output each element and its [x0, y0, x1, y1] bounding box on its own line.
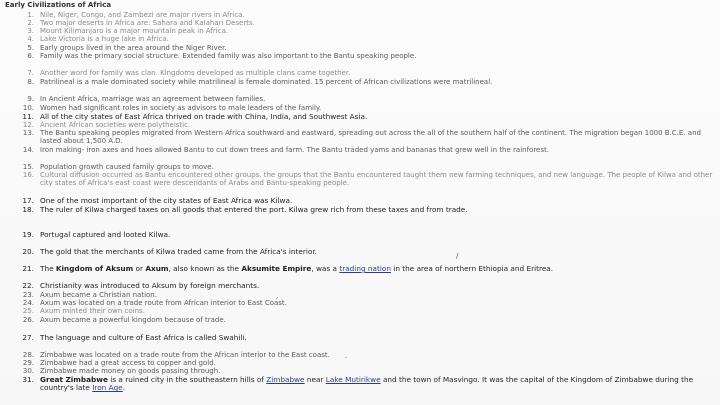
item-text: [28, 95, 714, 103]
item-number: 20.: [22, 247, 34, 256]
stray-mark: /: [456, 252, 459, 260]
bold-term: Aksumite Empire: [241, 264, 312, 273]
text-run: is a ruined city in the southeastern hills of: [107, 375, 267, 384]
stray-mark: ,: [276, 292, 279, 300]
item-text: [28, 163, 714, 171]
item-number: 11.: [22, 112, 34, 121]
item-text: [28, 299, 714, 307]
stray-mark: .: [345, 352, 348, 360]
item-number: 18.: [22, 205, 34, 214]
item-text: [28, 197, 714, 205]
text-run: Zimbabwe made money on goods passing through.: [40, 367, 221, 375]
text-run: near: [304, 375, 326, 384]
item-text: [28, 206, 714, 214]
list-item: [22, 129, 714, 146]
item-number: 16.: [22, 171, 34, 179]
item-number: 12.: [22, 121, 34, 129]
item-number: 25.: [22, 307, 34, 315]
list-item: [22, 171, 714, 188]
item-number: 26.: [22, 316, 34, 324]
text-run: in the area of northern Ethiopia and Eritrea.: [390, 264, 554, 273]
text-run: Iron making- iron axes and hoes allowed Bantu to cut down trees and farm. The Bantu traded yams and bananas that grew well in the rainforest.: [40, 146, 549, 154]
list-item: [22, 104, 714, 112]
item-text: [28, 44, 714, 52]
linked-term: trading nation: [339, 264, 391, 273]
item-text: [28, 52, 714, 60]
text-run: Portugal captured and looted Kilwa.: [40, 230, 171, 239]
text-run: One of the most important of the city states of East Africa was Kilwa.: [40, 196, 293, 205]
item-text: [28, 11, 714, 19]
item-number: 1.: [27, 11, 34, 19]
bold-term: Kingdom of Aksum: [55, 264, 134, 273]
text-run: Axum became a Christian nation.: [40, 291, 157, 299]
item-text: [28, 19, 714, 27]
item-number: 5.: [27, 44, 34, 52]
list-item: [22, 375, 714, 393]
item-text: [28, 351, 714, 359]
item-number: 23.: [22, 291, 34, 299]
text-run: and the town of Masvingo. It was the capital of the Kingdom of Zimbabwe during the country's late: [40, 375, 694, 393]
item-number: 22.: [22, 281, 34, 290]
text-run: , was a: [311, 264, 340, 273]
item-number: 21.: [22, 264, 34, 273]
list-item: [22, 196, 714, 205]
item-number: 3.: [27, 27, 34, 35]
item-number: 7.: [27, 69, 34, 77]
list-item: [22, 146, 714, 154]
item-text: [28, 113, 714, 121]
text-run: Nile, Niger, Congo, and Zambezi are major rivers in Africa.: [40, 11, 245, 19]
item-number: 27.: [22, 333, 34, 342]
item-text: [28, 69, 714, 77]
text-run: Mount Kilimanjaro is a major mountain peak in Africa.: [40, 27, 229, 35]
list-item: [22, 230, 714, 239]
text-run: or: [133, 264, 146, 273]
text-run: Axum minted their own coins.: [40, 307, 145, 315]
bold-term: Great Zimbabwe: [40, 375, 108, 384]
list-item: [28, 52, 714, 60]
item-number: 6.: [27, 52, 34, 60]
list-item: [22, 247, 714, 256]
item-text: [28, 316, 714, 324]
item-number: 14.: [22, 146, 34, 154]
item-number: 10.: [22, 104, 34, 112]
list-item: [22, 281, 714, 290]
item-text: [28, 334, 714, 342]
text-run: Patrilineal is a male dominated society while matrilineal is female dominated. 15 percent of African civilizations were matrilineal.: [40, 78, 493, 86]
text-run: In Ancient Africa, marriage was an agreement between families.: [40, 95, 266, 103]
text-run: Axum was located on a trade route from African interior to East Coast.: [40, 299, 287, 307]
list-item: [28, 69, 714, 77]
text-run: The ruler of Kilwa charged taxes on all goods that entered the port. Kilwa grew rich from these taxes and from trade.: [40, 205, 468, 214]
list-item: [28, 95, 714, 103]
item-text: [28, 171, 714, 187]
text-run: The: [40, 264, 56, 273]
list-item: [28, 35, 714, 43]
text-run: All of the city states of East Africa thrived on trade with China, India, and Southwest Asia.: [40, 112, 368, 121]
item-text: [28, 376, 714, 392]
list-item: [22, 367, 714, 375]
list-item: [28, 78, 714, 86]
item-text: [28, 146, 714, 154]
item-number: 9.: [27, 95, 34, 103]
list-item: [22, 291, 714, 299]
text-run: Women had significant roles in society as advisors to male leaders of the family.: [40, 104, 322, 112]
item-number: 15.: [22, 163, 34, 171]
linked-term: Lake Mutirikwe: [325, 375, 381, 384]
item-text: [28, 231, 714, 239]
list-item: [28, 44, 714, 52]
text-run: Early groups lived in the area around the Niger River.: [40, 44, 227, 52]
text-run: , also known as the: [168, 264, 242, 273]
item-text: [28, 248, 714, 256]
list-item: [22, 299, 714, 307]
text-run: Cultural diffusion occurred as Bantu encountered other groups. the groups that the Bantu encountered taught them new farming techniques, and new language. The people of Kilwa and other city states of Africa's east coast were descendants of Arabs and Bantu-speaking people.: [40, 171, 713, 188]
list-item: [28, 27, 714, 35]
item-number: 4.: [27, 35, 34, 43]
item-text: [28, 367, 714, 375]
item-text: [28, 121, 714, 129]
list-item: [22, 205, 714, 214]
item-number: 13.: [22, 129, 34, 137]
item-number: 29.: [22, 359, 34, 367]
text-run: The gold that the merchants of Kilwa traded came from the Africa's interior.: [40, 247, 317, 256]
item-text: [28, 307, 714, 315]
item-number: 28.: [22, 351, 34, 359]
item-number: 2.: [27, 19, 34, 27]
text-run: Zimbabwe had a great access to copper and gold.: [40, 359, 216, 367]
item-text: [28, 78, 714, 86]
item-number: 19.: [22, 230, 34, 239]
item-text: [28, 282, 714, 290]
item-text: [28, 359, 714, 367]
text-run: Population growth caused family groups to move.: [40, 163, 214, 171]
list-item: [22, 121, 714, 129]
list-item: [28, 11, 714, 19]
list-item: [28, 19, 714, 27]
item-text: [28, 27, 714, 35]
text-run: .: [122, 383, 126, 393]
bold-term: Axum: [145, 264, 169, 273]
list-item: [22, 112, 714, 121]
item-number: 17.: [22, 196, 34, 205]
text-run: The language and culture of East Africa is called Swahili.: [40, 333, 247, 342]
list-item: [22, 163, 714, 171]
item-text: [28, 35, 714, 43]
text-run: The Bantu speaking peoples migrated from Western Africa southward and eastward, spreading out across the all of the southern half of the continent. The migration began 1000 B.C.E. and lasted about 1,500 A.D.: [40, 129, 701, 146]
text-run: Zimbabwe was located on a trade route from the African interior to the East coast.: [40, 351, 330, 359]
text-run: Axum became a powerful kingdom because of trade.: [40, 316, 226, 324]
text-run: Family was the primary social structure. Extended family was also important to the Bantu speaking people.: [40, 52, 417, 60]
list-item: [22, 333, 714, 342]
linked-term: Iron Age: [92, 383, 123, 393]
list-item: [22, 307, 714, 315]
list-item: [22, 351, 714, 359]
list-item: [22, 316, 714, 324]
list-item: [22, 264, 714, 273]
text-run: Christianity was introduced to Aksum by foreign merchants.: [40, 281, 260, 290]
item-number: 24.: [22, 299, 34, 307]
item-number: 31.: [22, 375, 34, 384]
list-item: [22, 359, 714, 367]
item-text: [28, 129, 714, 145]
item-text: [28, 291, 714, 299]
text-run: Two major deserts in Africa are: Sahara and Kalahari Deserts.: [40, 19, 255, 27]
page-title: Early Civilizations of Africa: [5, 1, 112, 9]
text-run: Another word for family was clan. Kingdoms developed as multiple clans came together.: [40, 69, 351, 77]
text-run: Lake Victoria is a huge lake in Africa.: [40, 35, 169, 43]
linked-term: Zimbabwe: [266, 375, 305, 384]
text-run: Ancient African societies were polytheistic.: [40, 121, 191, 129]
item-text: [28, 265, 714, 273]
item-text: [28, 104, 714, 112]
item-number: 8.: [27, 78, 34, 86]
item-number: 30.: [22, 367, 34, 375]
